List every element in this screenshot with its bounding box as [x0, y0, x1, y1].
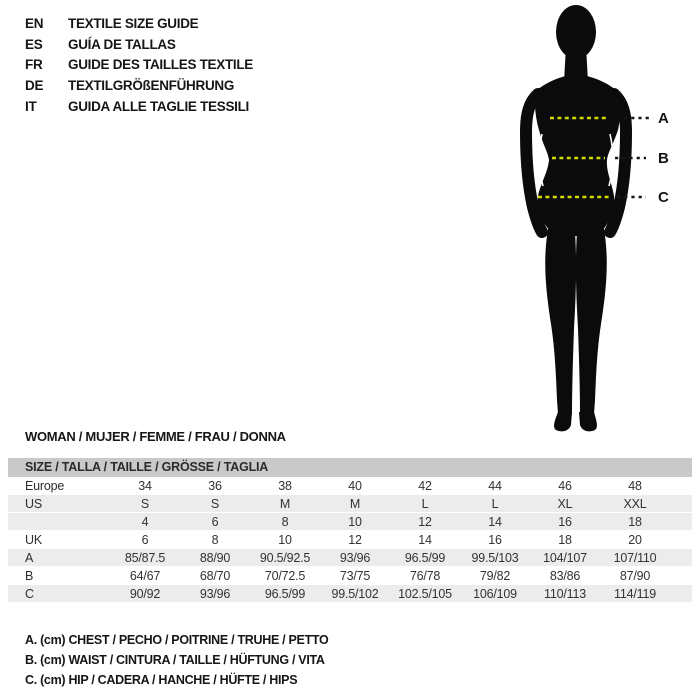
- table-row: [8, 477, 692, 495]
- size-value: 46: [558, 478, 572, 493]
- row-label: UK: [25, 532, 42, 547]
- section-title-woman: WOMAN / MUJER / FEMME / FRAU / DONNA: [25, 429, 286, 444]
- size-value: 16: [558, 514, 572, 529]
- size-value: 40: [348, 478, 362, 493]
- language-row: [25, 34, 253, 55]
- size-value: 83/86: [549, 568, 581, 583]
- size-value: 6: [211, 514, 219, 529]
- size-value: L: [421, 496, 429, 511]
- size-value: 96.5/99: [264, 586, 306, 601]
- size-value: 85/87.5: [124, 550, 166, 565]
- table-row: [8, 567, 692, 585]
- size-value: 12: [418, 514, 432, 529]
- legend-line-hip: C. (cm) HIP / CADERA / HANCHE / HÜFTE / HIPS: [25, 673, 298, 687]
- size-value: 16: [488, 532, 502, 547]
- size-value: M: [279, 496, 291, 511]
- size-value: 110/113: [544, 586, 586, 601]
- row-label: C: [25, 586, 34, 601]
- size-value: 4: [141, 514, 149, 529]
- size-value: 12: [348, 532, 362, 547]
- size-value: S: [140, 496, 150, 511]
- silhouette-right-leg: [576, 224, 607, 414]
- size-value: 88/90: [199, 550, 231, 565]
- size-value: 68/70: [199, 568, 231, 583]
- size-table-header: SIZE / TALLA / TAILLE / GRÖSSE / TAGLIA: [8, 458, 692, 477]
- size-value: 14: [418, 532, 432, 547]
- language-row: [25, 13, 253, 34]
- language-row: [25, 75, 253, 96]
- size-value: 104/107: [543, 550, 587, 565]
- size-value: 114/119: [614, 586, 656, 601]
- size-value: 38: [278, 478, 292, 493]
- silhouette-left-foot: [554, 412, 572, 431]
- size-value: L: [491, 496, 499, 511]
- size-value: 79/82: [479, 568, 511, 583]
- table-row: [8, 495, 692, 513]
- size-value: 36: [208, 478, 222, 493]
- size-value: 99.5/102: [331, 586, 379, 601]
- size-value: 96.5/99: [404, 550, 446, 565]
- language-title: TEXTILE SIZE GUIDE: [68, 15, 199, 31]
- size-value: 102.5/105: [398, 586, 452, 601]
- size-value: 8: [281, 514, 289, 529]
- size-value: 6: [141, 532, 149, 547]
- silhouette-torso: [535, 74, 621, 236]
- size-value: 34: [138, 478, 152, 493]
- row-label: US: [25, 496, 42, 511]
- measurement-legend: [25, 633, 328, 693]
- table-row: [8, 513, 692, 531]
- language-title: TEXTILGRÖßENFÜHRUNG: [68, 78, 235, 94]
- measure-label-c: C: [658, 189, 669, 206]
- size-value: 90/92: [129, 586, 161, 601]
- size-value: 106/109: [473, 586, 517, 601]
- size-value: 93/96: [199, 586, 231, 601]
- size-value: 70/72.5: [264, 568, 306, 583]
- size-value: 107/110: [613, 550, 657, 565]
- size-value: 20: [628, 532, 642, 547]
- size-value: XL: [557, 496, 573, 511]
- language-code: ES: [25, 36, 43, 52]
- language-title: GUIDA ALLE TAGLIE TESSILI: [68, 99, 249, 115]
- size-value: 93/96: [339, 550, 371, 565]
- silhouette-right-foot: [579, 412, 597, 431]
- woman-measurement-figure: [505, 0, 700, 440]
- measure-label-a: A: [658, 110, 669, 127]
- size-value: S: [210, 496, 220, 511]
- size-value: 14: [488, 514, 502, 529]
- size-value: 90.5/92.5: [259, 550, 311, 565]
- row-label: A: [25, 550, 34, 565]
- woman-silhouette-svg: [505, 0, 700, 440]
- size-value: 76/78: [409, 568, 441, 583]
- language-code: DE: [25, 78, 44, 94]
- language-row: [25, 96, 253, 117]
- legend-line-waist: B. (cm) WAIST / CINTURA / TAILLE / HÜFTUNG / VITA: [25, 653, 325, 667]
- size-value: XXL: [623, 496, 647, 511]
- table-row: [8, 585, 692, 603]
- row-label: Europe: [25, 478, 65, 493]
- legend-line-chest: A. (cm) CHEST / PECHO / POITRINE / TRUHE / PETTO: [25, 633, 329, 647]
- language-title-list: [25, 13, 253, 117]
- language-code: EN: [25, 15, 44, 31]
- size-table-body: [8, 477, 692, 603]
- table-row: [8, 549, 692, 567]
- size-value: 48: [628, 478, 642, 493]
- size-value: 18: [628, 514, 642, 529]
- woman-silhouette: [526, 5, 626, 431]
- language-row: [25, 55, 253, 76]
- table-row: [8, 531, 692, 549]
- size-value: 44: [488, 478, 502, 493]
- size-value: 73/75: [339, 568, 371, 583]
- language-code: FR: [25, 57, 43, 73]
- size-value: 8: [211, 532, 219, 547]
- size-value: M: [349, 496, 361, 511]
- size-value: 10: [278, 532, 292, 547]
- language-title: GUIDE DES TAILLES TEXTILE: [68, 57, 254, 73]
- size-value: 87/90: [619, 568, 651, 583]
- size-value: 99.5/103: [471, 550, 519, 565]
- size-value: 42: [418, 478, 432, 493]
- size-value: 18: [558, 532, 572, 547]
- language-title: GUÍA DE TALLAS: [68, 36, 176, 52]
- language-code: IT: [25, 99, 37, 115]
- size-value: 10: [348, 514, 362, 529]
- silhouette-left-leg: [545, 224, 576, 414]
- waist-gap-left: [539, 134, 543, 186]
- measure-label-b: B: [658, 150, 669, 167]
- row-label: B: [25, 568, 34, 583]
- size-value: 64/67: [129, 568, 161, 583]
